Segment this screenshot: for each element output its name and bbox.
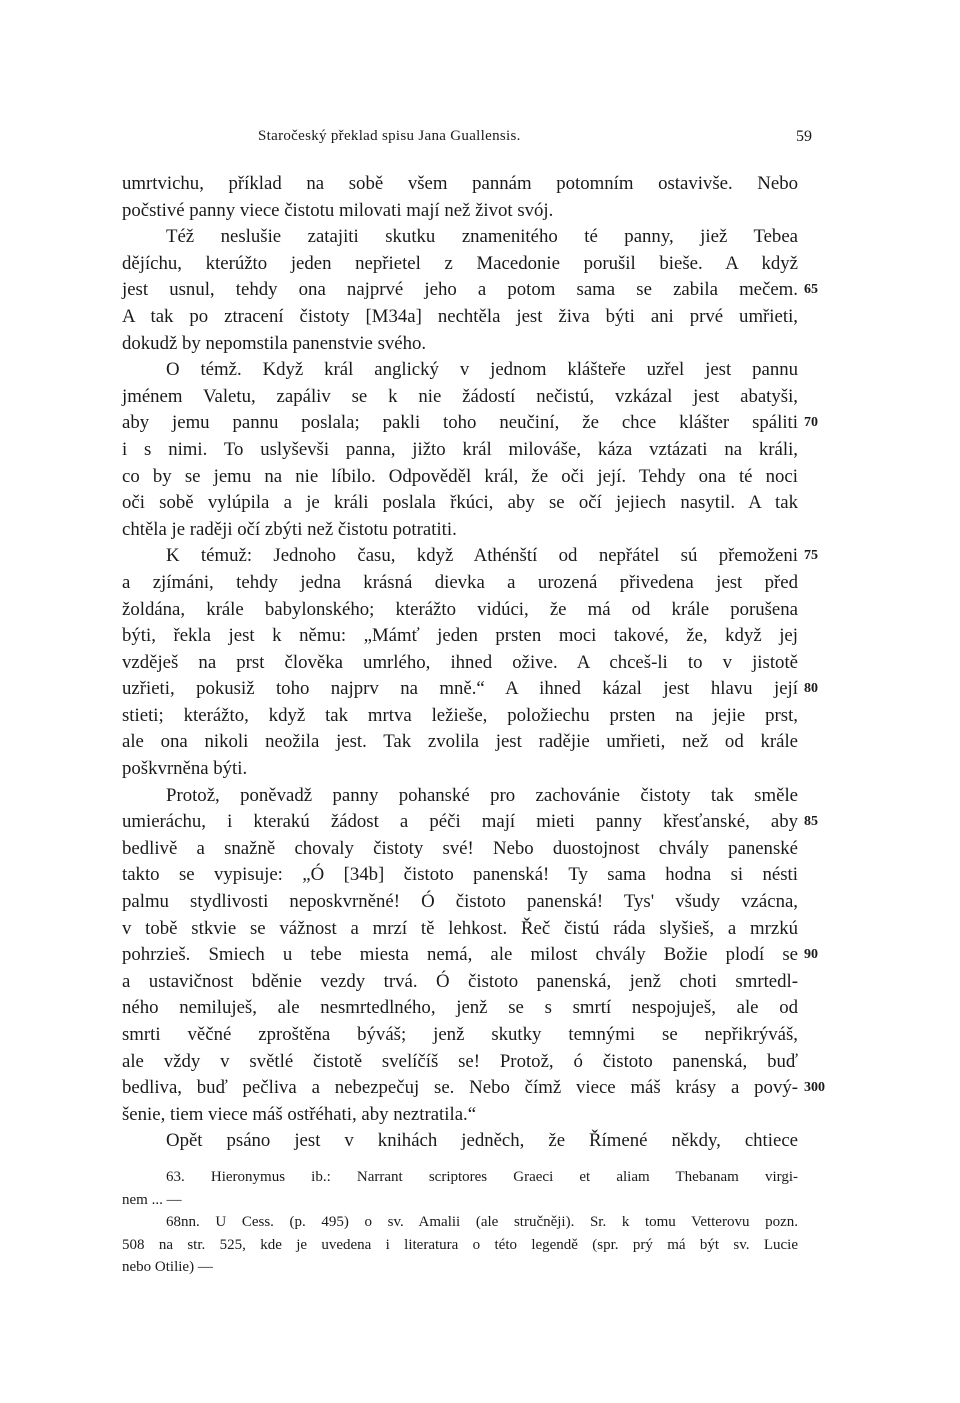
text-line-content: dějíchu, kterúžto jeden nepřietel z Macedonie porušil bieše. A když [122, 252, 798, 274]
text-line-content: vzděješ na prst člověka umrlého, ihned ožive. A chceš-li to v jistotě [122, 651, 798, 673]
text-line [122, 623, 798, 650]
page-number: 59 [796, 128, 812, 145]
text-line-content: žoldána, krále babylonského; kterážto vidúci, že má od krále porušena [122, 598, 798, 620]
text-line-content: jménem Valetu, zapáliv se k nie žádostí nečistú, vzkázal jest abatyši, [122, 385, 798, 407]
line-number: 70 [804, 415, 818, 431]
text-line [122, 650, 798, 677]
text-line [122, 703, 798, 730]
text-line-content: a ustavičnost bděnie vezdy trvá. Ó čistoto panenská, jenž choti smrtedl- [122, 970, 798, 992]
text-line [122, 942, 818, 969]
text-line-content: ného nemiluješ, ale nesmrtedlného, jenž se s smrtí nespojuješ, ale od [122, 997, 798, 1019]
text-line [122, 490, 798, 517]
text-line-content: Opět psáno jest v knihách jedněch, že Římené někdy, chtiece [166, 1130, 798, 1152]
text-line [122, 1128, 798, 1155]
text-line [122, 783, 798, 810]
text-line [122, 889, 798, 916]
text-line [122, 1022, 798, 1049]
text-line-content: v tobě stkvie se vážnost a mrzí tě lehkost. Řeč čistú ráda slyšieš, a mrzkú [122, 917, 798, 939]
text-line-content: co by se jemu na nie líbilo. Odpověděl král, že oči její. Tehdy ona té noci [122, 465, 798, 487]
text-line-content: bedlivě a snažně chovaly čistoty své! Nebo duostojnost chvály panenské [122, 837, 798, 859]
text-line-content: počstivé panny viece čistotu milovati mají než život svój. [122, 199, 554, 221]
text-line-content: uzřieti, pokusiž toho najprv na mně.“ A ihned kázal jest hlavu její [122, 678, 798, 700]
text-line [122, 597, 798, 624]
text-line-content: bedliva, buď pečliva a nebezpečuj se. Nebo čímž viece máš krásy a pový- [122, 1077, 798, 1099]
text-line-content: pohrzieš. Smiech u tebe miesta nemá, ale milost chvály Božie plodí se [122, 944, 798, 966]
text-line [122, 464, 798, 491]
text-line [122, 995, 798, 1022]
text-line-content: Protož, poněvadž panny pohanské pro zachovánie čistoty tak směle [166, 784, 798, 806]
text-line-content: smrti věčné zproštěna býváš; jenž skutky temnými se nepřikrýváš, [122, 1024, 798, 1045]
text-line [122, 729, 798, 756]
text-line-content: umieráchu, i kterakú žádost a péči mají mieti panny křesťanské, aby [122, 811, 798, 833]
text-line-content: i s nimi. To uslyševši panna, jižto král milováše, káza vztázati na králi, [122, 438, 798, 460]
text-line-content: ale vždy v světlé čistotě svelíčíš se! Protož, ó čistoto panenská, buď [122, 1050, 798, 1072]
text-line [122, 171, 798, 198]
text-line-content: chtěla je raději očí zbýti než čistotu potratiti. [122, 518, 457, 540]
footnote-line: 68nn. U Cess. (p. 495) o sv. Amalii (ale stručněji). Sr. k tomu Vetterovu pozn. [166, 1214, 798, 1231]
text-line [122, 756, 798, 783]
footnote-line: 508 na str. 525, kde je uvedena i literatura o této legendě (spr. prý má být sv. Lucie [122, 1236, 798, 1253]
text-line-content: jest usnul, tehdy ona najprvé jeho a potom sama se zabila mečem. [122, 279, 798, 301]
text-line-content: O témž. Když král anglický v jednom klášteře uzřel jest pannu [166, 359, 798, 381]
text-line [122, 1102, 798, 1129]
line-number: 90 [804, 947, 818, 963]
footnote-line: nem ... — [122, 1191, 182, 1208]
text-line-content: šenie, tiem viece máš ostřéhati, aby neztratila.“ [122, 1103, 477, 1125]
text-line [122, 676, 818, 703]
main-text [122, 171, 825, 1155]
text-line [122, 251, 798, 278]
text-line-content: a zjímáni, tehdy jedna krásná dievka a urozená přivedena jest před [122, 571, 798, 593]
text-line-content: poškvrněna býti. [122, 758, 248, 780]
line-number: 75 [804, 548, 818, 564]
footnote-line: nebo Otilie) — [122, 1259, 213, 1276]
line-number: 65 [804, 282, 818, 298]
text-line [122, 836, 798, 863]
text-line-content: umrtvichu, příklad na sobě všem pannám potomním ostavivše. Nebo [122, 173, 798, 194]
footnote-line: 63. Hieronymus ib.: Narrant scriptores Graeci et aliam Thebanam virgi- [166, 1169, 798, 1185]
text-line [122, 410, 818, 437]
text-line [122, 198, 798, 225]
text-line [122, 304, 798, 331]
text-line [122, 1049, 798, 1076]
text-line [122, 331, 798, 358]
text-line-content: K témuž: Jednoho času, když Athénští od nepřátel sú přemoženi [166, 545, 798, 567]
text-line [122, 570, 798, 597]
text-line [122, 517, 798, 544]
text-line [122, 224, 798, 251]
text-line [122, 969, 798, 996]
text-line [122, 862, 798, 889]
text-line [122, 543, 818, 570]
text-line-content: palmu stydlivosti neposkvrněné! Ó čistoto panenská! Tys' všudy vzácna, [122, 891, 798, 913]
text-line-content: stieti; kterážto, když tak mrtva ležieše, položiechu prsten na jejie prst, [122, 704, 798, 726]
text-line [122, 357, 798, 384]
text-line-content: dokudž by nepomstila panenstvie svého. [122, 332, 427, 354]
text-line-content: býti, řekla jest k němu: „Mámť jeden prsten moci takové, že, když jej [122, 625, 798, 647]
running-header [0, 128, 960, 152]
text-line [122, 277, 818, 304]
line-number: 80 [804, 681, 818, 697]
line-number: 85 [804, 814, 818, 830]
text-line-content: Též neslušie zatajiti skutku znamenitého té panny, jiež Tebea [166, 226, 798, 248]
text-line [122, 916, 798, 943]
text-line [122, 384, 798, 411]
text-line [122, 809, 818, 836]
text-line-content: aby jemu pannu poslala; pakli toho neučiní, že chce klášter spáliti [122, 412, 798, 434]
text-line-content: takto se vypisuje: „Ó [34b] čistoto panenská! Ty sama hodna si nésti [122, 864, 798, 886]
text-line [122, 1075, 825, 1102]
footnotes [122, 1166, 798, 1279]
line-number: 300 [804, 1080, 825, 1096]
text-line-content: A tak po ztracení čistoty [M34a] nechtěla jest živa býti ani prvé umřieti, [122, 305, 798, 327]
text-line [122, 437, 798, 464]
text-line-content: ale ona nikoli neožila jest. Tak zvolila jest radějie umřieti, než od krále [122, 731, 798, 753]
text-line-content: oči sobě vylúpila a je králi poslala řkúci, aby se očí jejiech nasytil. A tak [122, 492, 798, 514]
running-title: Staročeský překlad spisu Jana Guallensis. [258, 128, 521, 144]
